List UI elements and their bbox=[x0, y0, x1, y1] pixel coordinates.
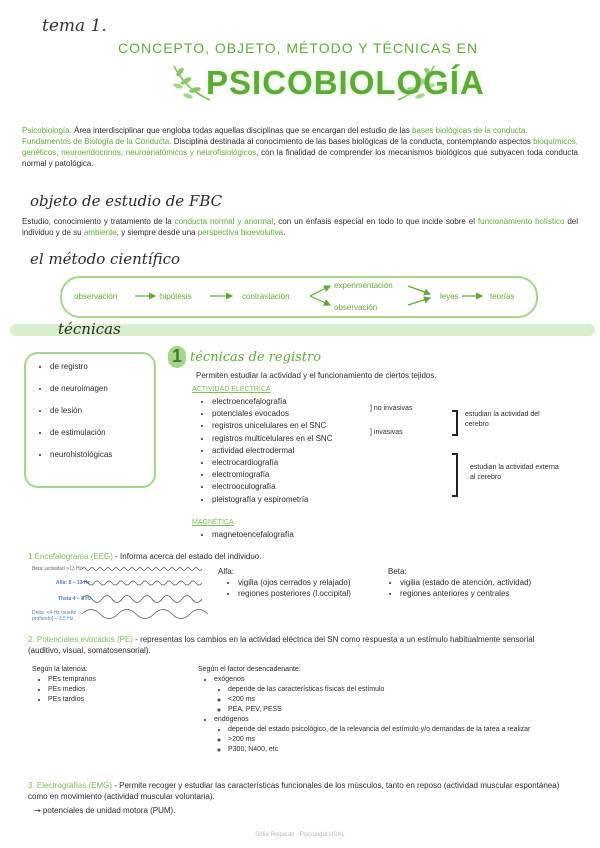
psico-term: Psicobiología. bbox=[22, 126, 72, 135]
list-item: • depende del estado psicológico, de la relevancia del estímulo y/o demandas de la tarea a realizar bbox=[228, 725, 582, 735]
list-item: • depende de las características físicas del estímulo bbox=[228, 685, 582, 695]
list-item: • PEs tardíos bbox=[48, 695, 96, 705]
eeg-desc: - Informa acerca del estado del individuo. bbox=[112, 552, 262, 561]
wave-label-delta: Delta: <4 Hz (sueño profundo) – 3.5 Hz bbox=[32, 610, 77, 622]
eeg-waves bbox=[32, 566, 208, 622]
list-item: • regiones posteriores (l.occipital) bbox=[238, 588, 351, 599]
alfa-block bbox=[218, 566, 351, 599]
list-item: • potenciales evocados bbox=[212, 408, 333, 420]
registro-intro: Permiten estudiar la actividad y el funcionamiento de ciertos tejidos. bbox=[196, 371, 437, 380]
pe-title: 2. Potenciales evocados (PE) bbox=[28, 635, 133, 644]
objeto-e3: ambiente bbox=[83, 228, 117, 237]
list-item: • electrooculografía bbox=[212, 481, 333, 493]
magnetica-list bbox=[200, 529, 294, 540]
eeg-title: 1.Encefalograma (EEG) bbox=[28, 552, 113, 561]
list-item: • electroencefalografía bbox=[212, 396, 333, 408]
step-contrastacion: contrastación bbox=[242, 292, 290, 301]
definitions-block bbox=[22, 125, 578, 169]
list-item: • vigilia (ojos cerrados y relajado) bbox=[238, 577, 351, 588]
step-teorias: teorías bbox=[490, 292, 515, 301]
cerebro-note: estudian la actividad del cerebro bbox=[465, 411, 540, 428]
objeto-t3: del individuo y de su bbox=[22, 217, 579, 237]
list-item: • pleistografía y espirometría bbox=[212, 494, 333, 506]
alfa-title: Alfa: bbox=[218, 567, 235, 576]
tecnica-item: • neurohistológicas bbox=[50, 450, 154, 459]
tecnicas-list-box bbox=[24, 352, 156, 488]
list-item: • registros multicelulares en el SNC bbox=[212, 433, 333, 445]
step-leyes: leyes bbox=[440, 292, 459, 301]
fund-term: Fundamentos de Biología de la Conducta. bbox=[22, 137, 172, 146]
tecnicas-heading: técnicas bbox=[58, 320, 121, 338]
list-item: ◦ <200 ms bbox=[228, 695, 582, 705]
externa-note: estudian la actividad externa al cerebro bbox=[470, 464, 559, 481]
invasivas-note: ] invasivas bbox=[370, 429, 403, 436]
objeto-t5: . bbox=[283, 228, 286, 237]
latencia-title: Según la latencia: bbox=[32, 666, 88, 673]
tecnica-item: • de estimulación bbox=[50, 428, 154, 437]
tecnica-item: • de neuroimagen bbox=[50, 384, 154, 393]
list-item: • regiones anteriores y centrales bbox=[400, 588, 531, 599]
emg-line bbox=[28, 780, 573, 802]
wave-label-beta: Beta: actividad >13 Hz bbox=[32, 566, 83, 572]
step-observacion: observación bbox=[74, 292, 118, 301]
objeto-t4: , y siempre desde una bbox=[116, 228, 198, 237]
beta-title: Beta: bbox=[388, 567, 407, 576]
objeto-text bbox=[22, 216, 578, 238]
bracket-externa bbox=[452, 453, 458, 497]
list-item: • electrocardiografía bbox=[212, 457, 333, 469]
registro-heading: técnicas de registro bbox=[190, 350, 322, 365]
factor-title: Según el factor desencadenante: bbox=[198, 666, 301, 673]
bracket-cerebro bbox=[452, 410, 458, 436]
list-item: • magnetoencefalografía bbox=[212, 529, 294, 540]
emg-desc: - Permite recoger y estudiar las características funcionales de los músculos, tanto en reposo (actividad muscular espontánea) como en movimiento (actividad muscular voluntaria). bbox=[28, 781, 560, 801]
fund-emphasis: bioquímicos, genéticos, neuroendocrinos, neuroanatómicos y neurofisiológicos bbox=[22, 137, 579, 157]
tema-label: tema 1. bbox=[42, 16, 107, 36]
list-item: • PEs medios bbox=[48, 685, 96, 695]
emg-arrow-line: ➞ potenciales de unidad motora (PUM). bbox=[34, 806, 176, 815]
pe-line bbox=[28, 634, 558, 656]
step-hipotesis: hipótesis bbox=[160, 292, 192, 301]
list-item: • vigilia (estado de atención, actividad) bbox=[400, 577, 531, 588]
electrica-list bbox=[200, 396, 333, 506]
metodo-arrows bbox=[60, 276, 540, 318]
magnetica-label: MAGNÉTICA bbox=[192, 519, 234, 526]
eeg-line bbox=[28, 551, 261, 562]
objeto-e2: funcionamiento holístico bbox=[477, 217, 565, 226]
footer-credit: Sofia Regacan - Psicología USAL bbox=[255, 832, 345, 838]
no-invasivas: no invasivas bbox=[373, 405, 413, 412]
psico-text: Área interdisciplinar que engloba todas aquellas disciplinas que se encargan del estudio de las bbox=[71, 126, 413, 135]
list-item: • actividad electrodermal bbox=[212, 445, 333, 457]
exogenos-label: exógenos bbox=[214, 676, 245, 683]
list-item: • PEs tempranos bbox=[48, 675, 96, 685]
pe-desc: - representas los cambios en la actividad eléctrica del SN como respuesta a un estímulo habitualmente sensorial (auditivo, visual, somatosensorial). bbox=[28, 635, 535, 655]
objeto-t2: , con un énfasis especial en todo lo que incide sobre el bbox=[273, 217, 478, 226]
no-invasivas-note: ] no invasivas bbox=[370, 405, 413, 412]
beta-block bbox=[388, 566, 531, 599]
list-item: ◦ PEA, PEV, PESS bbox=[228, 705, 582, 715]
wave-label-theta: Theta 4 – 8 Hz bbox=[58, 596, 92, 602]
page-title: PSICOBIOLOGÍA bbox=[206, 64, 485, 101]
subtitle: CONCEPTO, OBJETO, MÉTODO Y TÉCNICAS EN bbox=[118, 40, 479, 56]
wave-label-alfa: Alfa: 8 – 13 Hz bbox=[56, 580, 90, 586]
latencia-block bbox=[32, 665, 96, 705]
objeto-e1: conducta normal y anormal bbox=[174, 217, 274, 226]
eeg-wave-traces bbox=[82, 566, 208, 622]
step-observacion-2: observación bbox=[334, 303, 378, 312]
objeto-e4: perspectiva bioevolutiva bbox=[197, 228, 284, 237]
objeto-heading: objeto de estudio de FBC bbox=[30, 192, 223, 210]
fund-text-2: , con la finalidad de comprender los mecanismos biológicos que subyacen toda conducta normal y patológica. bbox=[22, 148, 578, 168]
electrica-label: ACTIVIDAD ELÉCTRICA bbox=[192, 386, 271, 393]
objeto-t1: Estudio, conocimiento y tratamiento de la bbox=[22, 217, 175, 226]
endogenos-label: endógenos bbox=[214, 716, 249, 723]
fund-text-1: Disciplina destinada al conocimiento de las bases biológicas de la conducta, contemplando aspectos bbox=[171, 137, 534, 146]
list-item: ◦ P300, N400, etc bbox=[228, 745, 582, 755]
registro-number: 1 bbox=[168, 346, 186, 368]
factor-block bbox=[198, 665, 582, 755]
tecnica-item: • de lesión bbox=[50, 406, 154, 415]
metodo-heading: el método científico bbox=[30, 250, 180, 268]
list-item: • electromiografía bbox=[212, 469, 333, 481]
list-item: ◦ >200 ms bbox=[228, 735, 582, 745]
emg-title: 3. Electrografías (EMG) bbox=[28, 781, 113, 790]
psico-emphasis: bases biológicas de la conducta. bbox=[412, 126, 528, 135]
tecnica-item: • de registro bbox=[50, 362, 154, 371]
invasivas: invasivas bbox=[373, 429, 403, 436]
list-item: • registros unicelulares en el SNC bbox=[212, 420, 333, 432]
step-experimentacion: experimentación bbox=[334, 281, 393, 290]
